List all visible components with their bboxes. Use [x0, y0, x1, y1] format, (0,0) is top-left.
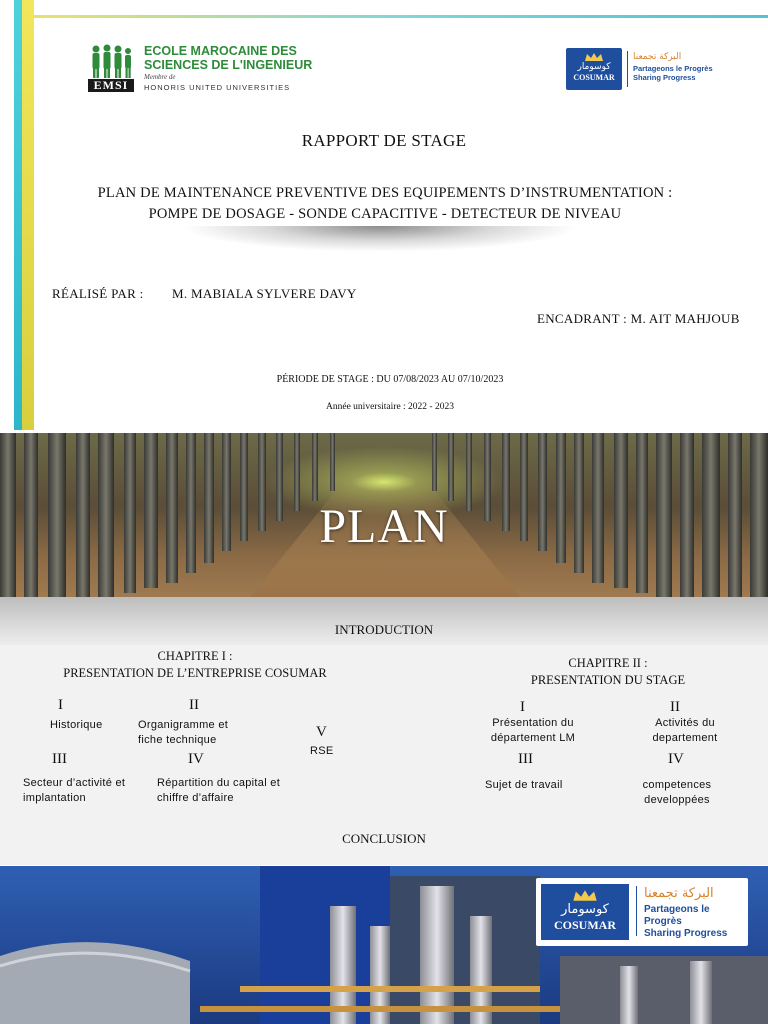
accent-line-top [34, 15, 768, 18]
cosumar-separator [636, 886, 637, 936]
cosumar-slogan [633, 64, 713, 82]
factory-slide [0, 866, 768, 1024]
chapter1-section-label-line2: fiche technique [138, 734, 217, 746]
emsi-member-of: Membre de [144, 73, 176, 81]
cosumar-name: COSUMAR [573, 73, 615, 82]
cosumar-logo-box [566, 48, 622, 90]
conclusion-item: CONCLUSION [342, 831, 426, 846]
cosumar-slogan-en: Sharing Progress [644, 928, 728, 939]
chapter1-section-label-line1: Secteur d’activité et [23, 777, 126, 789]
emsi-title [144, 44, 312, 72]
cosumar-logo [566, 48, 716, 90]
chapter1-section-label [138, 718, 228, 748]
chapter2-section-label-line2: developpées [644, 794, 710, 806]
chapter1-section-numeral: I [58, 697, 63, 713]
chapter2-section-label-line1: Activités du [655, 717, 715, 729]
chapter2-section-numeral: I [520, 699, 525, 715]
cosumar-arabic-name: كوسومار [561, 902, 609, 917]
chapter1-number: CHAPITRE I : [157, 649, 233, 663]
chapter1-section-numeral: IV [188, 751, 204, 767]
emsi-wordmark: EMSI [88, 79, 134, 92]
crown-icon [584, 52, 604, 62]
chapter2-section-numeral: III [518, 751, 533, 767]
title-slide [0, 0, 768, 430]
chapter2-section-label [645, 716, 725, 746]
emsi-title-line2: SCIENCES DE L'INGENIEUR [144, 58, 313, 72]
cosumar-slogan-arabic: البركة تجمعنا [644, 886, 714, 901]
academic-year: Année universitaire : 2022 - 2023 [326, 402, 454, 412]
chapter2-section-numeral: IV [668, 751, 684, 767]
chapter1-section-label-line2: chiffre d’affaire [157, 792, 234, 804]
chapter1-section-numeral: II [189, 697, 199, 713]
cosumar-separator [627, 51, 628, 87]
report-title-line1: PLAN DE MAINTENANCE PREVENTIVE DES EQUIPEMENTS D’INSTRUMENTATION : [97, 185, 673, 201]
emsi-title-line1: ECOLE MAROCAINE DES [144, 44, 297, 58]
cosumar-slogan-fr: Partageons le Progrès [644, 904, 710, 927]
chapter2-section-label: Sujet de travail [485, 779, 563, 791]
chapter1-section-label: Historique [50, 719, 103, 731]
cosumar-slogan [644, 904, 748, 940]
chapter1-section-label-line1: Répartition du capital et [157, 777, 281, 789]
plan-title: PLAN [319, 500, 449, 553]
internship-period: PÉRIODE DE STAGE : DU 07/08/2023 AU 07/10/2023 [276, 374, 504, 385]
chapter1-title [30, 648, 360, 682]
author-label: RÉALISÉ PAR : [52, 286, 144, 301]
plan-slide [0, 433, 768, 865]
emsi-honoris: HONORIS UNITED UNIVERSITIES [144, 83, 291, 92]
author-name: M. MABIALA SYLVERE DAVY [172, 286, 357, 301]
chapter2-section-label-line1: competences [642, 779, 712, 791]
cosumar-logo-box [541, 884, 629, 940]
title-shadow-divider [180, 226, 580, 252]
crown-icon [571, 889, 599, 902]
chapter1-name: PRESENTATION DE L’ENTREPRISE COSUMAR [63, 666, 327, 680]
report-title [40, 183, 730, 225]
chapter1-section-label [23, 776, 125, 806]
sugarcane-field-image [0, 433, 768, 597]
cosumar-slogan-arabic: البركة تجمعنا [633, 52, 682, 62]
cosumar-name: COSUMAR [554, 918, 616, 932]
chapter2-section-label-line2: département LM [490, 732, 576, 744]
chapter2-section-label-line2: departement [652, 732, 718, 744]
introduction-item: INTRODUCTION [334, 622, 434, 637]
cosumar-slogan-en: Sharing Progress [633, 73, 696, 82]
emsi-logo [88, 44, 313, 94]
chapter2-section-numeral: II [670, 699, 680, 715]
chapter2-section-label [487, 716, 579, 746]
chapter2-section-label [637, 778, 717, 808]
chapter1-section-label: RSE [310, 745, 334, 757]
accent-bar-yellow [22, 0, 34, 430]
chapter1-section-label-line2: implantation [23, 792, 86, 804]
report-heading: RAPPORT DE STAGE [301, 131, 467, 150]
chapter1-section-label [157, 776, 280, 806]
people-icon [88, 44, 134, 78]
cosumar-slogan-fr: Partageons le Progrès [633, 64, 713, 73]
accent-bar-cyan [14, 0, 22, 430]
chapter2-number: CHAPITRE II : [568, 656, 648, 670]
chapter2-section-label-line1: Présentation du [492, 717, 574, 729]
report-title-line2: POMPE DE DOSAGE - SONDE CAPACITIVE - DETECTEUR DE NIVEAU [148, 206, 622, 222]
chapter1-section-numeral: III [52, 751, 67, 767]
chapter2-name: PRESENTATION DU STAGE [530, 673, 686, 687]
chapter1-section-label-line1: Organigramme et [138, 719, 229, 731]
cosumar-arabic-name: كوسومار [577, 62, 611, 72]
supervisor: ENCADRANT : M. AIT MAHJOUB [537, 311, 740, 326]
chapter2-title [470, 655, 746, 689]
chapter1-section-numeral: V [316, 724, 327, 740]
cosumar-logo [536, 878, 748, 946]
